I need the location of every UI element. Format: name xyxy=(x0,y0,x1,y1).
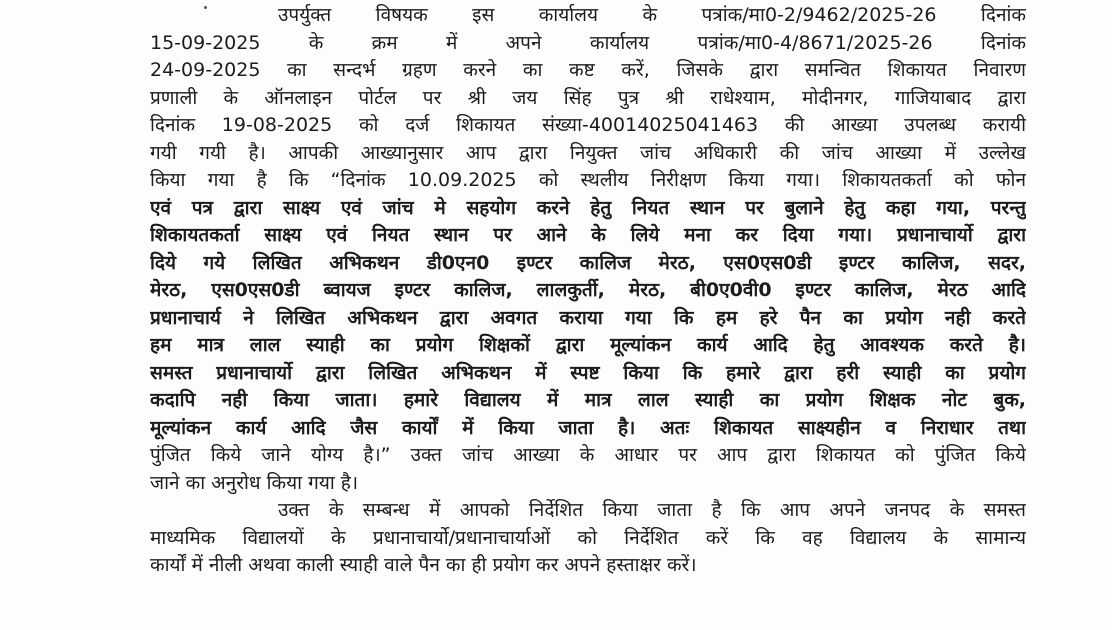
text-line: 24-09-2025 का सन्दर्भ ग्रहण करने का कष्ट करें, जिसके द्वारा समन्वित शिकायत निवारण xyxy=(150,59,1026,81)
text-line: उपर्युक्त विषयक इस कार्यालय के पत्रांक/मा0-2/9462/2025-26 दिनांक xyxy=(278,4,1026,26)
paragraph-complaint-report xyxy=(150,2,1026,497)
text-line-quoted: मेरठ, एस0एस0डी ब्वायज इण्टर कालिज, लालकुर्ती, मेरठ, बी0ए0वी0 इण्टर कालिज, मेरठ आदि xyxy=(150,279,1026,301)
letter-body xyxy=(150,2,1026,580)
text-line-quoted: समस्त प्रधानाचार्यो द्वारा लिखित अभिकथन में स्पष्ट किया कि हमारे द्वारा हरी स्याही का प्रयोग xyxy=(150,361,1026,384)
text-line: प्रणाली के ऑनलाइन पोर्टल पर श्री जय सिंह पुत्र श्री राधेश्याम, मोदीनगर, गाजियाबाद द्वारा xyxy=(150,86,1026,109)
text-line: पुंजित किये जाने योग्य है।” उक्त जांच आख्या के आधार पर आप द्वारा शिकायत को पुंजित किये xyxy=(150,444,1026,466)
text-line-quoted: कदापि नही किया जाता। हमारे विद्यालय में मात्र लाल स्याही का प्रयोग शिक्षक नोट बुक, xyxy=(150,389,1026,411)
paragraph-directive xyxy=(150,497,1026,580)
text-line-quoted: एवं पत्र द्वारा साक्ष्य एवं जांच मे सहयोग करने हेतु नियत स्थान पर बुलाने हेतु कहा गया, परन्तु xyxy=(150,196,1026,219)
text-line: कार्यों में नीली अथवा काली स्याही वाले पैन का ही प्रयोग कर अपने हस्ताक्षर करें। xyxy=(150,554,697,576)
text-line: उक्त के सम्बन्ध में आपको निर्देशित किया जाता है कि आप अपने जनपद के समस्त xyxy=(278,499,1026,521)
text-line: जाने का अनुरोध किया गया है। xyxy=(150,471,359,494)
text-line: किया गया है कि “दिनांक 10.09.2025 को स्थलीय निरीक्षण किया गया। शिकायतकर्ता को फोन xyxy=(150,169,1026,191)
text-line-quoted: शिकायतकर्ता साक्ष्य एवं नियत स्थान पर आने के लिये मना कर दिया गया। प्रधानाचार्यो द्वारा xyxy=(150,224,1026,246)
text-line: दिनांक 19-08-2025 को दर्ज शिकायत संख्या-40014025041463 की आख्या उपलब्ध करायी xyxy=(150,114,1026,136)
text-line: गयी गयी है। आपकी आख्यानुसार आप द्वारा नियुक्त जांच अधिकारी की जांच आख्या में उल्लेख xyxy=(150,141,1026,164)
text-line: माध्यमिक विद्यालयों के प्रधानाचार्यो/प्रधानाचार्याओं को निर्देशित करें कि वह विद्यालय के सामान्य xyxy=(150,526,1026,549)
text-line-quoted: दिये गये लिखित अभिकथन डी0एन0 इण्टर कालिज मेरठ, एस0एस0डी इण्टर कालिज, सदर, xyxy=(150,251,1026,274)
text-line-quoted: मूल्यांकन कार्य आदि जैस कार्यों में किया जाता है। अतः शिकायत साक्ष्यहीन व निराधार तथा xyxy=(150,416,1026,439)
text-line-quoted: प्रधानाचार्य ने लिखित अभिकथन द्वारा अवगत कराया गया कि हम हरे पैन का प्रयोग नही करते xyxy=(150,306,1026,329)
text-line-quoted: हम मात्र लाल स्याही का प्रयोग शिक्षकों द्वारा मूल्यांकन कार्य आदि हेतु आवश्यक करते है। xyxy=(150,334,1026,356)
text-line: 15-09-2025 के क्रम में अपने कार्यालय पत्रांक/मा0-4/8671/2025-26 दिनांक xyxy=(150,31,1026,54)
